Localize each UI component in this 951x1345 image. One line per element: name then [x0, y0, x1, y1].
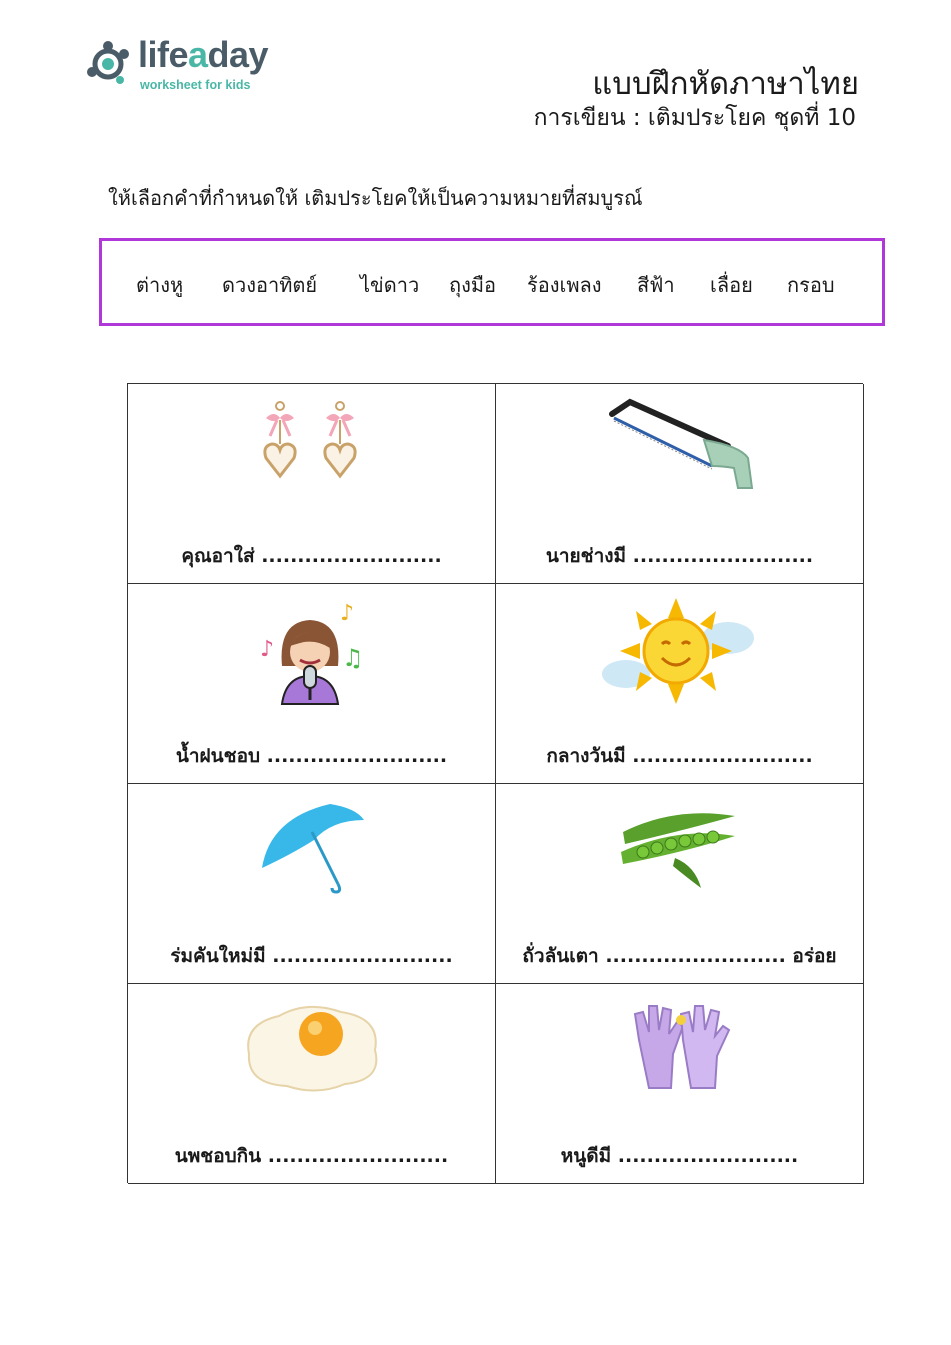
- exercise-cell: [496, 984, 864, 1184]
- word-bank-item: กรอบ: [787, 273, 835, 297]
- word-bank-item: ถุงมือ: [449, 273, 497, 297]
- exercise-cell: [496, 384, 864, 584]
- word-bank-item: เลื่อย: [710, 273, 753, 297]
- word-bank: [99, 238, 885, 326]
- svg-text:♪: ♪: [259, 637, 274, 662]
- svg-text:♫: ♫: [341, 644, 364, 672]
- exercise-sentence: กลางวันมี .........................: [546, 745, 813, 767]
- logo-mark-icon: [84, 38, 134, 90]
- gloves-icon: [625, 996, 735, 1096]
- word-bank-item: ต่างหู: [136, 273, 184, 297]
- exercise-sentence: นายช่างมี .........................: [545, 545, 814, 567]
- exercise-sentence: ถั่วลันเตา ......................... อร่อย: [522, 945, 837, 967]
- exercise-cell: [128, 784, 496, 984]
- sun-icon: [600, 596, 760, 706]
- exercise-cell: [128, 584, 496, 784]
- word-bank-item: ดวงอาทิตย์: [222, 273, 318, 297]
- earrings-icon: [252, 396, 372, 486]
- exercise-sentence: น้ำฝนชอบ .........................: [175, 745, 448, 767]
- fried-egg-icon: [237, 996, 387, 1096]
- exercise-grid: [127, 383, 863, 1183]
- exercise-sentence: หนูดีมี .........................: [560, 1145, 799, 1167]
- word-bank-item: สีฟ้า: [637, 273, 675, 297]
- exercise-sentence: นพชอบกิน .........................: [174, 1145, 449, 1167]
- page-subtitle: การเขียน : เติมประโยค ชุดที่ 10: [533, 105, 856, 131]
- exercise-cell: [128, 984, 496, 1184]
- exercise-cell: [128, 384, 496, 584]
- singing-girl-icon: [252, 596, 372, 706]
- brand-logo: [84, 34, 284, 98]
- word-bank-item: ไข่ดาว: [360, 273, 420, 297]
- exercise-cell: [496, 584, 864, 784]
- instruction-text: ให้เลือกคำที่กำหนดให้ เติมประโยคให้เป็นความหมายที่สมบูรณ์: [108, 186, 643, 210]
- saw-icon: [600, 396, 760, 491]
- svg-text:♪: ♪: [339, 601, 354, 626]
- brand-name: lifeaday: [138, 34, 269, 75]
- umbrella-icon: [252, 796, 372, 896]
- page-title: แบบฝึกหัดภาษาไทย: [592, 66, 859, 102]
- peas-icon: [615, 796, 745, 896]
- exercise-sentence: คุณอาใส่ .........................: [181, 545, 442, 567]
- exercise-sentence: ร่มคันใหม่มี .........................: [170, 945, 453, 967]
- word-bank-item: ร้องเพลง: [527, 273, 602, 297]
- brand-tagline: worksheet for kids: [140, 78, 251, 92]
- exercise-cell: [496, 784, 864, 984]
